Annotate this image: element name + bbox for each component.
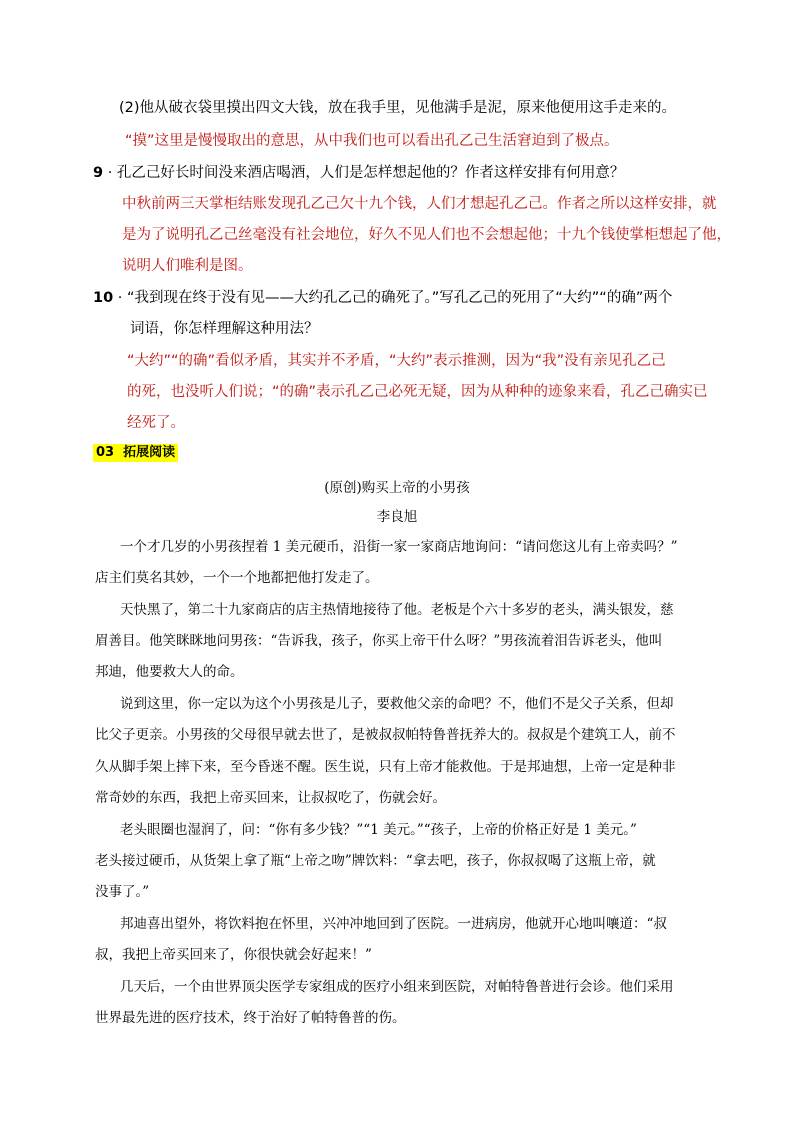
q10-question-line-1 (93, 288, 672, 308)
q9-question-line (93, 163, 624, 183)
story-line: 常奇妙的东西，我把上帝买回来，让叔叔吃了，伤就会好。 (95, 790, 446, 806)
story-line: 邦迪喜出望外，将饮料抱在怀里，兴冲冲地回到了医院。一进病房，他就开心地叫嚷道：“叔 (120, 916, 667, 932)
story-line: 叔，我把上帝买回来了，你很快就会好起来！” (95, 947, 372, 963)
story-line: 几天后，一个由世界顶尖医学专家组成的医疗小组来到医院，对帕特鲁普进行会诊。他们采用 (120, 979, 674, 995)
q10-answer-line-3: 经死了。 (127, 415, 185, 431)
story-line: 眉善目。他笑眯眯地问男孩：“告诉我，孩子，你买上帝干什么呀？”男孩流着泪告诉老头，他叫 (95, 633, 663, 649)
story-line: 邦迪，他要救大人的命。 (95, 664, 244, 680)
story-line: 世界最先进的医疗技术，终于治好了帕特鲁普的伤。 (95, 1010, 406, 1026)
q10-question-text-1: “我到现在终于没有见——大约孔乙己的确死了。”写孔乙己的死用了“大约”“的确”两个 (127, 290, 673, 306)
q9-number: 9 (93, 165, 104, 181)
story-line: 店主们莫名其妙，一个一个地都把他打发走了。 (95, 570, 379, 586)
story-line: 没事了。” (95, 884, 150, 900)
q10-number: 10 (93, 290, 114, 306)
story-title: (原创)购买上帝的小男孩 (324, 480, 470, 496)
story-line: 一个才几岁的小男孩捏着 1 美元硬币，沿街一家一家商店地询问：“请问您这儿有上帝卖吗？” (120, 539, 678, 555)
section-number: 03 (96, 445, 115, 460)
q9-answer-line-2: 是为了说明孔乙己丝毫没有社会地位，好久不见人们也不会想起他；十九个钱使掌柜想起了他， (122, 227, 731, 243)
story-line: 老头眼圈也湿润了，问：“你有多少钱？”“1 美元。”“孩子，上帝的价格正好是 1 美元。” (120, 822, 637, 838)
q9-question: 孔乙己好长时间没来酒店喝酒，人们是怎样想起他的？作者这样安排有何用意？ (116, 165, 625, 181)
story-author: 李良旭 (376, 509, 418, 525)
story-line: 天快黑了，第二十九家商店的店主热情地接待了他。老板是个六十多岁的老头，满头银发，慈 (120, 602, 674, 618)
q8-part2-question: (2)他从破衣袋里摸出四文大钱，放在我手里，见他满手是泥，原来他便用这手走来的。 (119, 100, 677, 116)
story-line: 比父子更亲。小男孩的父母很早就去世了，是被叔叔帕特鲁普抚养大的。叔叔是个建筑工人，前不 (95, 727, 676, 743)
story-line: 说到这里，你一定以为这个小男孩是儿子，要救他父亲的命吧？不，他们不是父子关系，但却 (120, 696, 674, 712)
q10-answer-line-2: 的死，也没听人们说；“的确”表示孔乙己必死无疑，因为从种种的迹象来看，孔乙己确实已 (127, 384, 708, 400)
section-heading (93, 444, 178, 462)
q9-answer-line-1: 中秋前两三天掌柜结账发现孔乙己欠十九个钱，人们才想起孔乙己。作者之所以这样安排，就 (122, 196, 717, 212)
q8-part2-answer: “摸”这里是慢慢取出的意思，从中我们也可以看出孔乙己生活窘迫到了极点。 (125, 133, 619, 149)
q10-answer-line-1: “大约”“的确”看似矛盾，其实并不矛盾，“大约”表示推测，因为“我”没有亲见孔乙己 (127, 353, 666, 369)
story-line: 老头接过硬币，从货架上拿了瓶“上帝之吻”牌饮料：“拿去吧，孩子，你叔叔喝了这瓶上帝，就 (95, 853, 656, 869)
q10-question-line-2: 词语，你怎样理解这种用法？ (130, 321, 319, 337)
q9-answer-line-3: 说明人们唯利是图。 (122, 258, 253, 274)
story-line: 久从脚手架上摔下来，至今昏迷不醒。医生说，只有上帝才能救他。于是邦迪想，上帝一定是种非 (95, 759, 676, 775)
q9-separator: · (103, 165, 117, 181)
section-title: 拓展阅读 (123, 445, 176, 460)
q10-separator: · (113, 290, 128, 306)
